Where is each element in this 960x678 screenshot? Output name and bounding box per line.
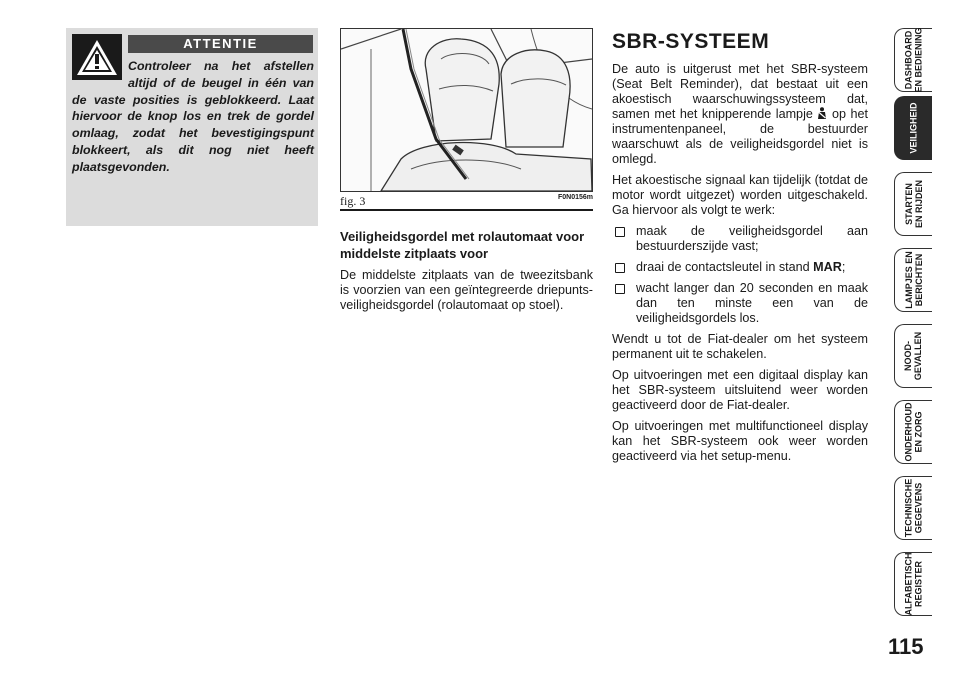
section-title: SBR-SYSTEEM (612, 30, 770, 53)
section-paragraph-4: Op uitvoeringen met een digitaal display kan het SBR-systeem uitsluitend weer worden geactiveerd door de Fiat-dealer. (612, 368, 868, 412)
section-paragraph-5: Op uitvoeringen met multifunctioneel display kan het SBR-systeem ook weer worden geactiveerd via het setup-menu. (612, 419, 868, 463)
checkbox-bullet-icon (615, 284, 625, 294)
warning-text: Controleer na het afstellen altijd of de beugel in één van de vaste posities is geblokkeerd. Laat hiervoor de knop los en trek de gordel omlaag, zodat het bevestigingspunt blokkeert, als dit nog niet heeft plaatsgevonden. (72, 59, 314, 174)
middle-body: De middelste zitplaats van de tweezitsbank is voorzien van een geïntegreerde driepunts-veiligheidsgordel (rolautomaat op stoel). (340, 268, 593, 312)
section-intro: De auto is uitgerust met het SBR-systeem (Seat Belt Reminder), dat bestaat uit een akoestisch waarschuwingssysteem dat, samen met het knipperende lampje op het instrumentenpaneel, de bestuurder waarschuwt als de veiligheidsgordel niet is omlegd. (612, 62, 869, 166)
seatbelt-warning-icon (817, 107, 827, 120)
step-list (612, 224, 868, 326)
tab-veiligheid[interactable]: VEILIGHEID (894, 96, 932, 160)
list-item: draai de contactsleutel in stand MAR; (612, 260, 868, 275)
list-item: wacht langer dan 20 seconden en maak dan ten minste een van de veiligheidsgordels los. (612, 281, 868, 326)
tab-lampjes[interactable]: LAMPJES EN BERICHTEN (894, 248, 932, 312)
checkbox-bullet-icon (615, 227, 625, 237)
page-number: 115 (888, 634, 924, 659)
tab-dashboard[interactable]: DASHBOARD EN BEDIENING (894, 28, 932, 92)
tab-onderhoud[interactable]: ONDERHOUD EN ZORG (894, 400, 932, 464)
figure-divider (340, 209, 593, 211)
middle-heading: Veiligheidsgordel met rolautomaat voor middelste zitplaats voor (340, 229, 585, 261)
figure-illustration (340, 28, 593, 192)
seat-belt-figure (340, 28, 593, 211)
sbr-section (612, 28, 868, 470)
figure-caption: fig. 3 (340, 194, 366, 208)
checkbox-bullet-icon (615, 263, 625, 273)
warning-banner: ATTENTIE (128, 35, 313, 53)
figure-code: F0N0156m (557, 194, 593, 201)
section-paragraph-2: Het akoestische signaal kan tijdelijk (totdat de motor wordt uitgezet) worden uitgeschakeld. Ga hiervoor als volgt te werk: (612, 173, 868, 217)
middle-column (340, 228, 593, 313)
tab-technische[interactable]: TECHNISCHE GEGEVENS (894, 476, 932, 540)
tab-starten[interactable]: STARTEN EN RIJDEN (894, 172, 932, 236)
list-item: maak de veiligheidsgordel aan bestuurderszijde vast; (612, 224, 868, 254)
section-paragraph-3: Wendt u tot de Fiat-dealer om het systeem permanent uit te schakelen. (612, 332, 868, 361)
tab-noodgevallen[interactable]: NOOD- GEVALLEN (894, 324, 932, 388)
tab-alfabetisch[interactable]: ALFABETISCH REGISTER (894, 552, 932, 616)
